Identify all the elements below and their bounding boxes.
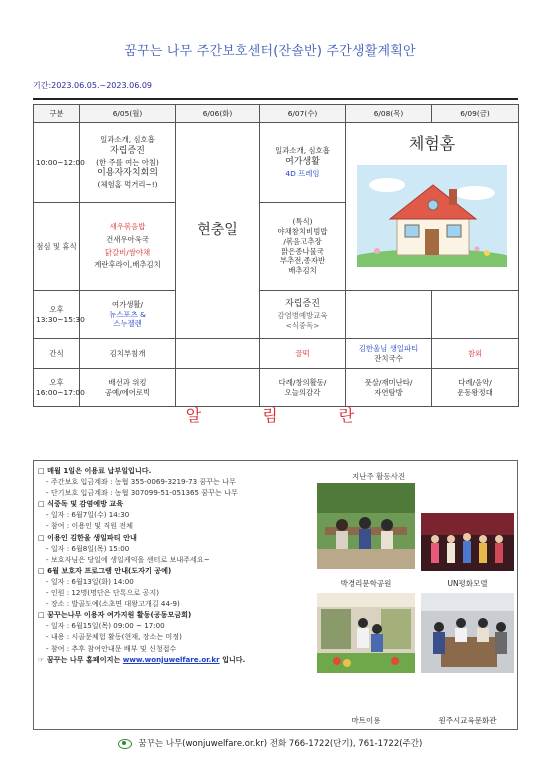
cell-mon-morning: 일과소개, 심호흡 자립증진 (한 주를 여는 아침) 이용자자치회의 (체험홈 먹거리~!) xyxy=(80,123,176,203)
photo-park xyxy=(317,483,415,569)
col-header: 6/06(화) xyxy=(176,105,260,123)
col-header: 6/07(수) xyxy=(260,105,346,123)
caption-park: 박경리문학공원 xyxy=(340,579,392,588)
cell-wed-lunch: (특식) 야채참치비빔밥 /볶음고추장 맑은종나물국 부추전,종자반 배추김치 xyxy=(260,203,346,291)
cell-mon-afternoon: 여가생활/ 뉴스포츠 & 스누젤렌 xyxy=(80,291,176,339)
notice-heading: □ 꿈꾸는나무 이용자 여가지원 활동(공동모금회) xyxy=(38,610,192,620)
cell-wed-snack: 꿀떡 xyxy=(260,339,346,369)
row-label: 간식 xyxy=(34,339,80,369)
caption-un-model: UN평화모델 xyxy=(447,579,488,588)
divider xyxy=(33,98,518,100)
page-title: 꿈꾸는 나무 주간보호센터(잔솔반) 주간생활계획안 xyxy=(124,44,416,59)
notice-heading: □ 6월 보호자 프로그램 안내(도자기 공예) xyxy=(38,565,172,575)
row-label: 점심 및 휴식 xyxy=(34,203,80,291)
experience-home-label: 체험홈 xyxy=(408,134,456,153)
photos-title: 지난주 활동사진 xyxy=(352,472,406,481)
notice-heading: □ 식중독 및 감염예방 교육 xyxy=(38,499,124,509)
photo-mart xyxy=(317,593,415,673)
cell-wed-afternoon: 자립증진 감염병예방교육 <식중독> xyxy=(260,291,346,339)
col-header: 6/05(월) xyxy=(80,105,176,123)
footer-text: 꿈꾸는 나무(wonjuwelfare.or.kr) 전화 766-1722(단기), 761-1722(주간) xyxy=(138,739,423,749)
experience-home-cell xyxy=(346,123,519,291)
table-row xyxy=(34,339,519,369)
homepage-line: ☞ 꿈꾸는 나무 홈페이지는 www.wonjuwelfare.or.kr 입니다. xyxy=(38,654,246,664)
holiday-cell: 현충일 xyxy=(176,123,260,339)
house-illustration xyxy=(357,165,507,267)
cell-fri-late: 다례/음악/ 운동왕정대 xyxy=(432,369,519,407)
cell-fri-snack: 참외 xyxy=(432,339,519,369)
caption-culture-center: 원주시교육문화관 xyxy=(438,716,497,725)
cell-tue-late xyxy=(176,369,260,407)
photo-culture-center xyxy=(421,593,514,673)
cell-thu-afternoon xyxy=(346,291,432,339)
footer xyxy=(0,737,540,749)
col-header: 6/09(금) xyxy=(432,105,519,123)
cell-mon-snack: 김치부침개 xyxy=(80,339,176,369)
table-row xyxy=(34,291,519,339)
cell-fri-afternoon xyxy=(432,291,519,339)
row-label: 10:00~12:00 xyxy=(34,123,80,203)
row-label: 오후 13:30~15:30 xyxy=(34,291,80,339)
caption-mart: 마트이용 xyxy=(351,716,381,725)
cell-wed-late: 다례/창의활동/ 오늘의감각 xyxy=(260,369,346,407)
col-header: 구분 xyxy=(34,105,80,123)
col-header: 6/08(목) xyxy=(346,105,432,123)
notice-title: 알 림 란 xyxy=(185,406,383,425)
cell-mon-lunch: 새우볶음밥 건새우아욱국 닭갈비/쌈야채 계란후라이,배추김치 xyxy=(80,203,176,291)
table-header-row xyxy=(34,105,519,123)
logo-icon xyxy=(118,739,132,749)
weekly-schedule-table xyxy=(33,104,519,407)
cell-tue-snack xyxy=(176,339,260,369)
notice-heading: □ 이용인 김한울 생일파티 안내 xyxy=(38,532,137,542)
photo-un-model xyxy=(421,513,514,571)
cell-thu-snack: 김한울님 생일파티 잔치국수 xyxy=(346,339,432,369)
period-text: 기간:2023.06.05.~2023.06.09 xyxy=(33,81,153,90)
notice-heading: □ 매월 1일은 이용료 납부일입니다. xyxy=(38,466,152,475)
cell-wed-morning: 일과소개, 심호흡 여가생활 4D 프레임 xyxy=(260,123,346,203)
notice-list: □ 매월 1일은 이용료 납부일입니다. - 주간보호 입금계좌 : 농협 355-0069-3219-73 꿈꾸는 나무 - 단기보호 입금계좌 : 농협 307099-51-051365 꿈꾸는 나무 □ 식중독 및 감염예방 교육 - 일자 : 6월7일(수) 14:30 - 참여 : 이용인 및 직원 전체 □ 이용인 김한울 생일파티 안내 - 일자 : 6월8일(목) 15:00 - 보호자님은 당일에 생일케익을 센터로 보내주세요~ □ 6월 보호자 프로그램 안내(도자기 공예) - 일자 : 6월13일(화) 14:00 - 인원 : 12명(명단은 단톡으로 공지) - 장소 : 발골도예(소초면 대왕고개길 44-9) □ 꿈꾸는나무 이용자 여가지원 활동(공동모금회) - 일자 : 6월15일(목) 09:00 ~ 17:00 - 내용 : 시골문체험 활동(현재, 장소는 미정) - 참여 : 추후 참여안내문 배부 및 신청접수 ☞ 꿈꾸는 나무 홈페이지는 www.wonjuwelfare.or.kr 입니다. xyxy=(38,465,306,665)
row-label: 오후 16:00~17:00 xyxy=(34,369,80,407)
table-row xyxy=(34,123,519,203)
table-row xyxy=(34,369,519,407)
notice-box xyxy=(33,460,518,730)
cell-mon-late: 배선과 위킹 공예/에어로빅 xyxy=(80,369,176,407)
homepage-link[interactable]: www.wonjuwelfare.or.kr xyxy=(122,654,220,664)
cell-thu-late: 풋살/재미난타/ 자연탐방 xyxy=(346,369,432,407)
